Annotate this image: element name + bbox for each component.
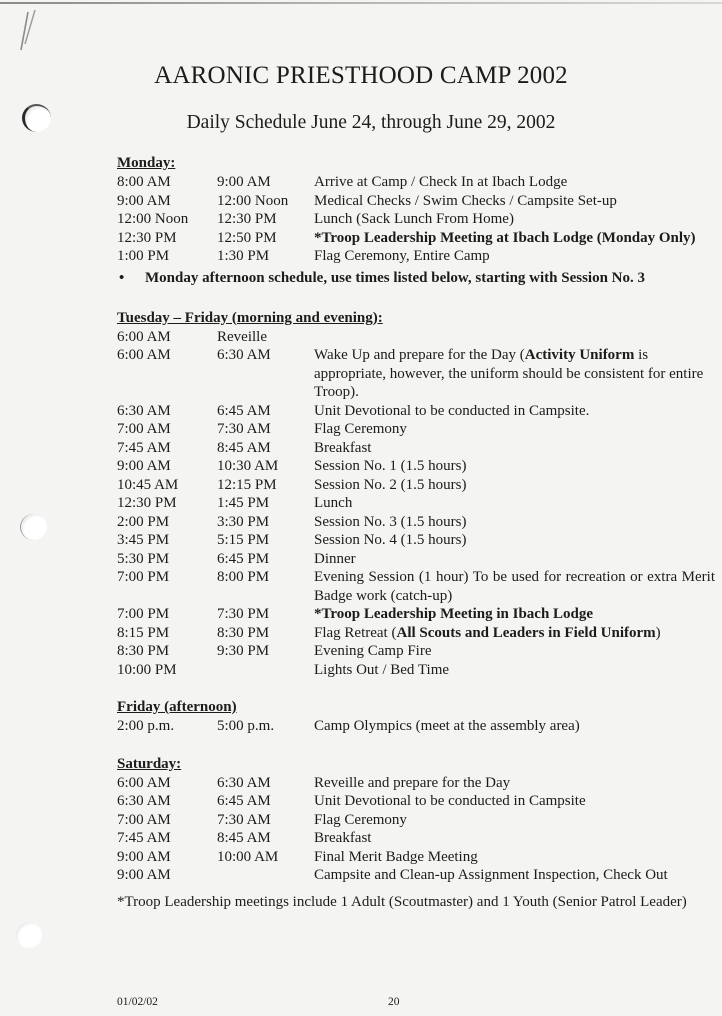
section-heading-saturday: Saturday: — [117, 755, 182, 772]
activity: Evening Camp Fire — [314, 643, 432, 659]
start-time: 9:00 AM — [117, 192, 171, 209]
end-time: 9:00 AM — [217, 174, 271, 190]
schedule-row — [117, 210, 717, 229]
schedule-row — [117, 661, 717, 680]
activity: Session No. 1 (1.5 hours) — [314, 458, 467, 474]
footer-date: 01/02/02 — [117, 996, 158, 1008]
schedule-row — [117, 346, 717, 402]
bullet-icon: • — [119, 269, 125, 286]
end-time: 5:00 p.m. — [217, 718, 275, 734]
end-time: 6:45 AM — [217, 793, 271, 809]
activity — [314, 346, 717, 402]
activity: Reveille — [217, 328, 267, 345]
page-top-edge — [0, 2, 722, 4]
activity-text: Flag Retreat ( — [314, 624, 397, 641]
activity: Breakfast — [314, 439, 372, 456]
schedule-row — [117, 328, 717, 347]
start-time: 8:30 PM — [117, 643, 170, 659]
schedule-row — [117, 439, 717, 458]
start-time: 6:00 AM — [117, 774, 171, 791]
activity: Flag Ceremony, Entire Camp — [314, 248, 490, 264]
activity-text: Wake Up and prepare for the Day ( — [314, 347, 525, 363]
end-time: 7:30 AM — [217, 421, 271, 437]
schedule-row — [117, 829, 717, 848]
activity: Reveille and prepare for the Day — [314, 774, 511, 791]
schedule-row — [117, 642, 717, 661]
pen-stroke-mark — [16, 8, 40, 52]
schedule-row — [117, 866, 717, 885]
start-time: 7:00 AM — [117, 811, 171, 828]
section-heading-tuesday-friday: Tuesday – Friday (morning and evening): — [117, 309, 383, 326]
schedule-row — [117, 848, 717, 867]
activity: Evening Session (1 hour) To be used for recreation or extra Merit Badge work (catch-up) — [314, 569, 715, 604]
end-time: 9:30 PM — [217, 643, 270, 659]
start-time: 10:45 AM — [117, 476, 179, 493]
schedule-row — [117, 494, 717, 513]
schedule-row — [117, 774, 717, 793]
schedule-row — [117, 550, 717, 569]
schedule-content — [117, 153, 717, 885]
section-heading-friday-afternoon: Friday (afternoon) — [117, 699, 237, 715]
start-time: 6:00 AM — [117, 328, 171, 345]
schedule-row — [117, 420, 717, 439]
document-title: AARONIC PRIESTHOOD CAMP 2002 — [154, 62, 568, 89]
start-time: 12:30 PM — [117, 229, 177, 246]
activity-text: ) — [655, 624, 661, 641]
activity-uniform-emphasis: Activity Uniform — [524, 347, 635, 363]
schedule-row — [117, 229, 717, 248]
start-time: 8:15 PM — [117, 624, 170, 641]
page-number: 20 — [388, 996, 400, 1008]
start-time: 1:00 PM — [117, 248, 170, 264]
end-time: 6:30 AM — [217, 347, 271, 363]
punch-hole — [20, 514, 47, 540]
activity: Unit Devotional to be conducted in Campsite. — [314, 402, 590, 419]
punch-hole — [16, 922, 42, 948]
start-time: 9:00 AM — [117, 458, 171, 474]
activity: Campsite and Clean-up Assignment Inspection, Check Out — [314, 867, 668, 883]
schedule-row — [117, 402, 717, 421]
schedule-row — [117, 192, 717, 211]
end-time — [217, 866, 314, 885]
activity: *Troop Leadership Meeting at Ibach Lodge (Monday Only) — [314, 229, 696, 246]
activity: Lunch — [314, 495, 353, 511]
schedule-row — [117, 792, 717, 811]
start-time: 12:00 Noon — [117, 211, 189, 227]
activity: Flag Ceremony — [314, 421, 407, 437]
schedule-row — [117, 476, 717, 495]
start-time: 10:00 PM — [117, 661, 177, 678]
start-time: 7:00 PM — [117, 606, 170, 622]
schedule-row — [117, 457, 717, 476]
end-time: 12:50 PM — [217, 229, 277, 246]
end-time: 5:15 PM — [217, 532, 270, 548]
end-time: 8:45 AM — [217, 830, 271, 846]
activity: Medical Checks / Swim Checks / Campsite Set-up — [314, 192, 617, 209]
activity: *Troop Leadership Meeting in Ibach Lodge — [314, 606, 594, 622]
end-time: 8:30 PM — [217, 624, 270, 641]
document-subtitle: Daily Schedule June 24, through June 29, 2002 — [186, 112, 556, 133]
activity: Session No. 4 (1.5 hours) — [314, 532, 467, 548]
end-time: 6:30 AM — [217, 774, 271, 791]
end-time: 8:45 AM — [217, 439, 271, 456]
start-time: 12:30 PM — [117, 495, 177, 511]
activity: Breakfast — [314, 830, 372, 846]
schedule-row — [117, 811, 717, 830]
schedule-row — [117, 568, 717, 605]
schedule-row — [117, 531, 717, 550]
start-time: 3:45 PM — [117, 532, 170, 548]
schedule-row — [117, 173, 717, 192]
start-time: 9:00 AM — [117, 867, 171, 883]
monday-note-text: Monday afternoon schedule, use times listed below, starting with Session No. 3 — [145, 269, 646, 286]
end-time — [217, 661, 314, 680]
end-time: 7:30 AM — [217, 811, 271, 828]
start-time: 8:00 AM — [117, 174, 171, 190]
activity — [314, 624, 717, 643]
activity: Unit Devotional to be conducted in Campsite — [314, 793, 586, 809]
end-time: 10:30 AM — [217, 458, 279, 474]
activity: Dinner — [314, 550, 356, 567]
end-time: 6:45 PM — [217, 550, 270, 567]
schedule-row — [117, 717, 717, 736]
end-time: 7:30 PM — [217, 606, 270, 622]
activity: Session No. 3 (1.5 hours) — [314, 513, 467, 530]
activity: Session No. 2 (1.5 hours) — [314, 476, 467, 493]
start-time: 2:00 p.m. — [117, 718, 175, 734]
start-time: 7:45 AM — [117, 439, 171, 456]
end-time: 1:30 PM — [217, 248, 270, 264]
end-time: 3:30 PM — [217, 513, 270, 530]
start-time: 7:00 PM — [117, 569, 170, 585]
start-time: 7:00 AM — [117, 421, 171, 437]
start-time: 6:00 AM — [117, 347, 171, 363]
end-time: 12:00 Noon — [217, 192, 289, 209]
activity: Lunch (Sack Lunch From Home) — [314, 211, 514, 227]
activity: Arrive at Camp / Check In at Ibach Lodge — [314, 174, 568, 190]
end-time: 12:30 PM — [217, 211, 277, 227]
start-time: 2:00 PM — [117, 513, 170, 530]
start-time: 6:30 AM — [117, 793, 171, 809]
start-time: 5:30 PM — [117, 550, 170, 567]
activity: Lights Out / Bed Time — [314, 661, 450, 678]
activity-text: is appropriate, however, the uniform should be consistent for entire Troop). — [314, 347, 704, 400]
activity: Final Merit Badge Meeting — [314, 848, 478, 865]
end-time: 6:45 AM — [217, 402, 271, 419]
start-time: 7:45 AM — [117, 830, 171, 846]
monday-note — [117, 268, 717, 288]
schedule-row — [117, 605, 717, 624]
end-time: 10:00 AM — [217, 848, 279, 865]
section-heading-monday: Monday: — [117, 155, 176, 171]
schedule-row — [117, 247, 717, 266]
schedule-row — [117, 624, 717, 643]
start-time: 6:30 AM — [117, 402, 171, 419]
activity: Flag Ceremony — [314, 811, 407, 828]
end-time: 1:45 PM — [217, 495, 270, 511]
footnote: *Troop Leadership meetings include 1 Adult (Scoutmaster) and 1 Youth (Senior Patrol Leader) — [117, 894, 687, 910]
schedule-row — [117, 513, 717, 532]
end-time: 8:00 PM — [217, 569, 270, 585]
field-uniform-emphasis: All Scouts and Leaders in Field Uniform — [396, 624, 656, 641]
activity: Camp Olympics (meet at the assembly area) — [314, 718, 580, 734]
start-time: 9:00 AM — [117, 848, 171, 865]
end-time: 12:15 PM — [217, 476, 277, 493]
